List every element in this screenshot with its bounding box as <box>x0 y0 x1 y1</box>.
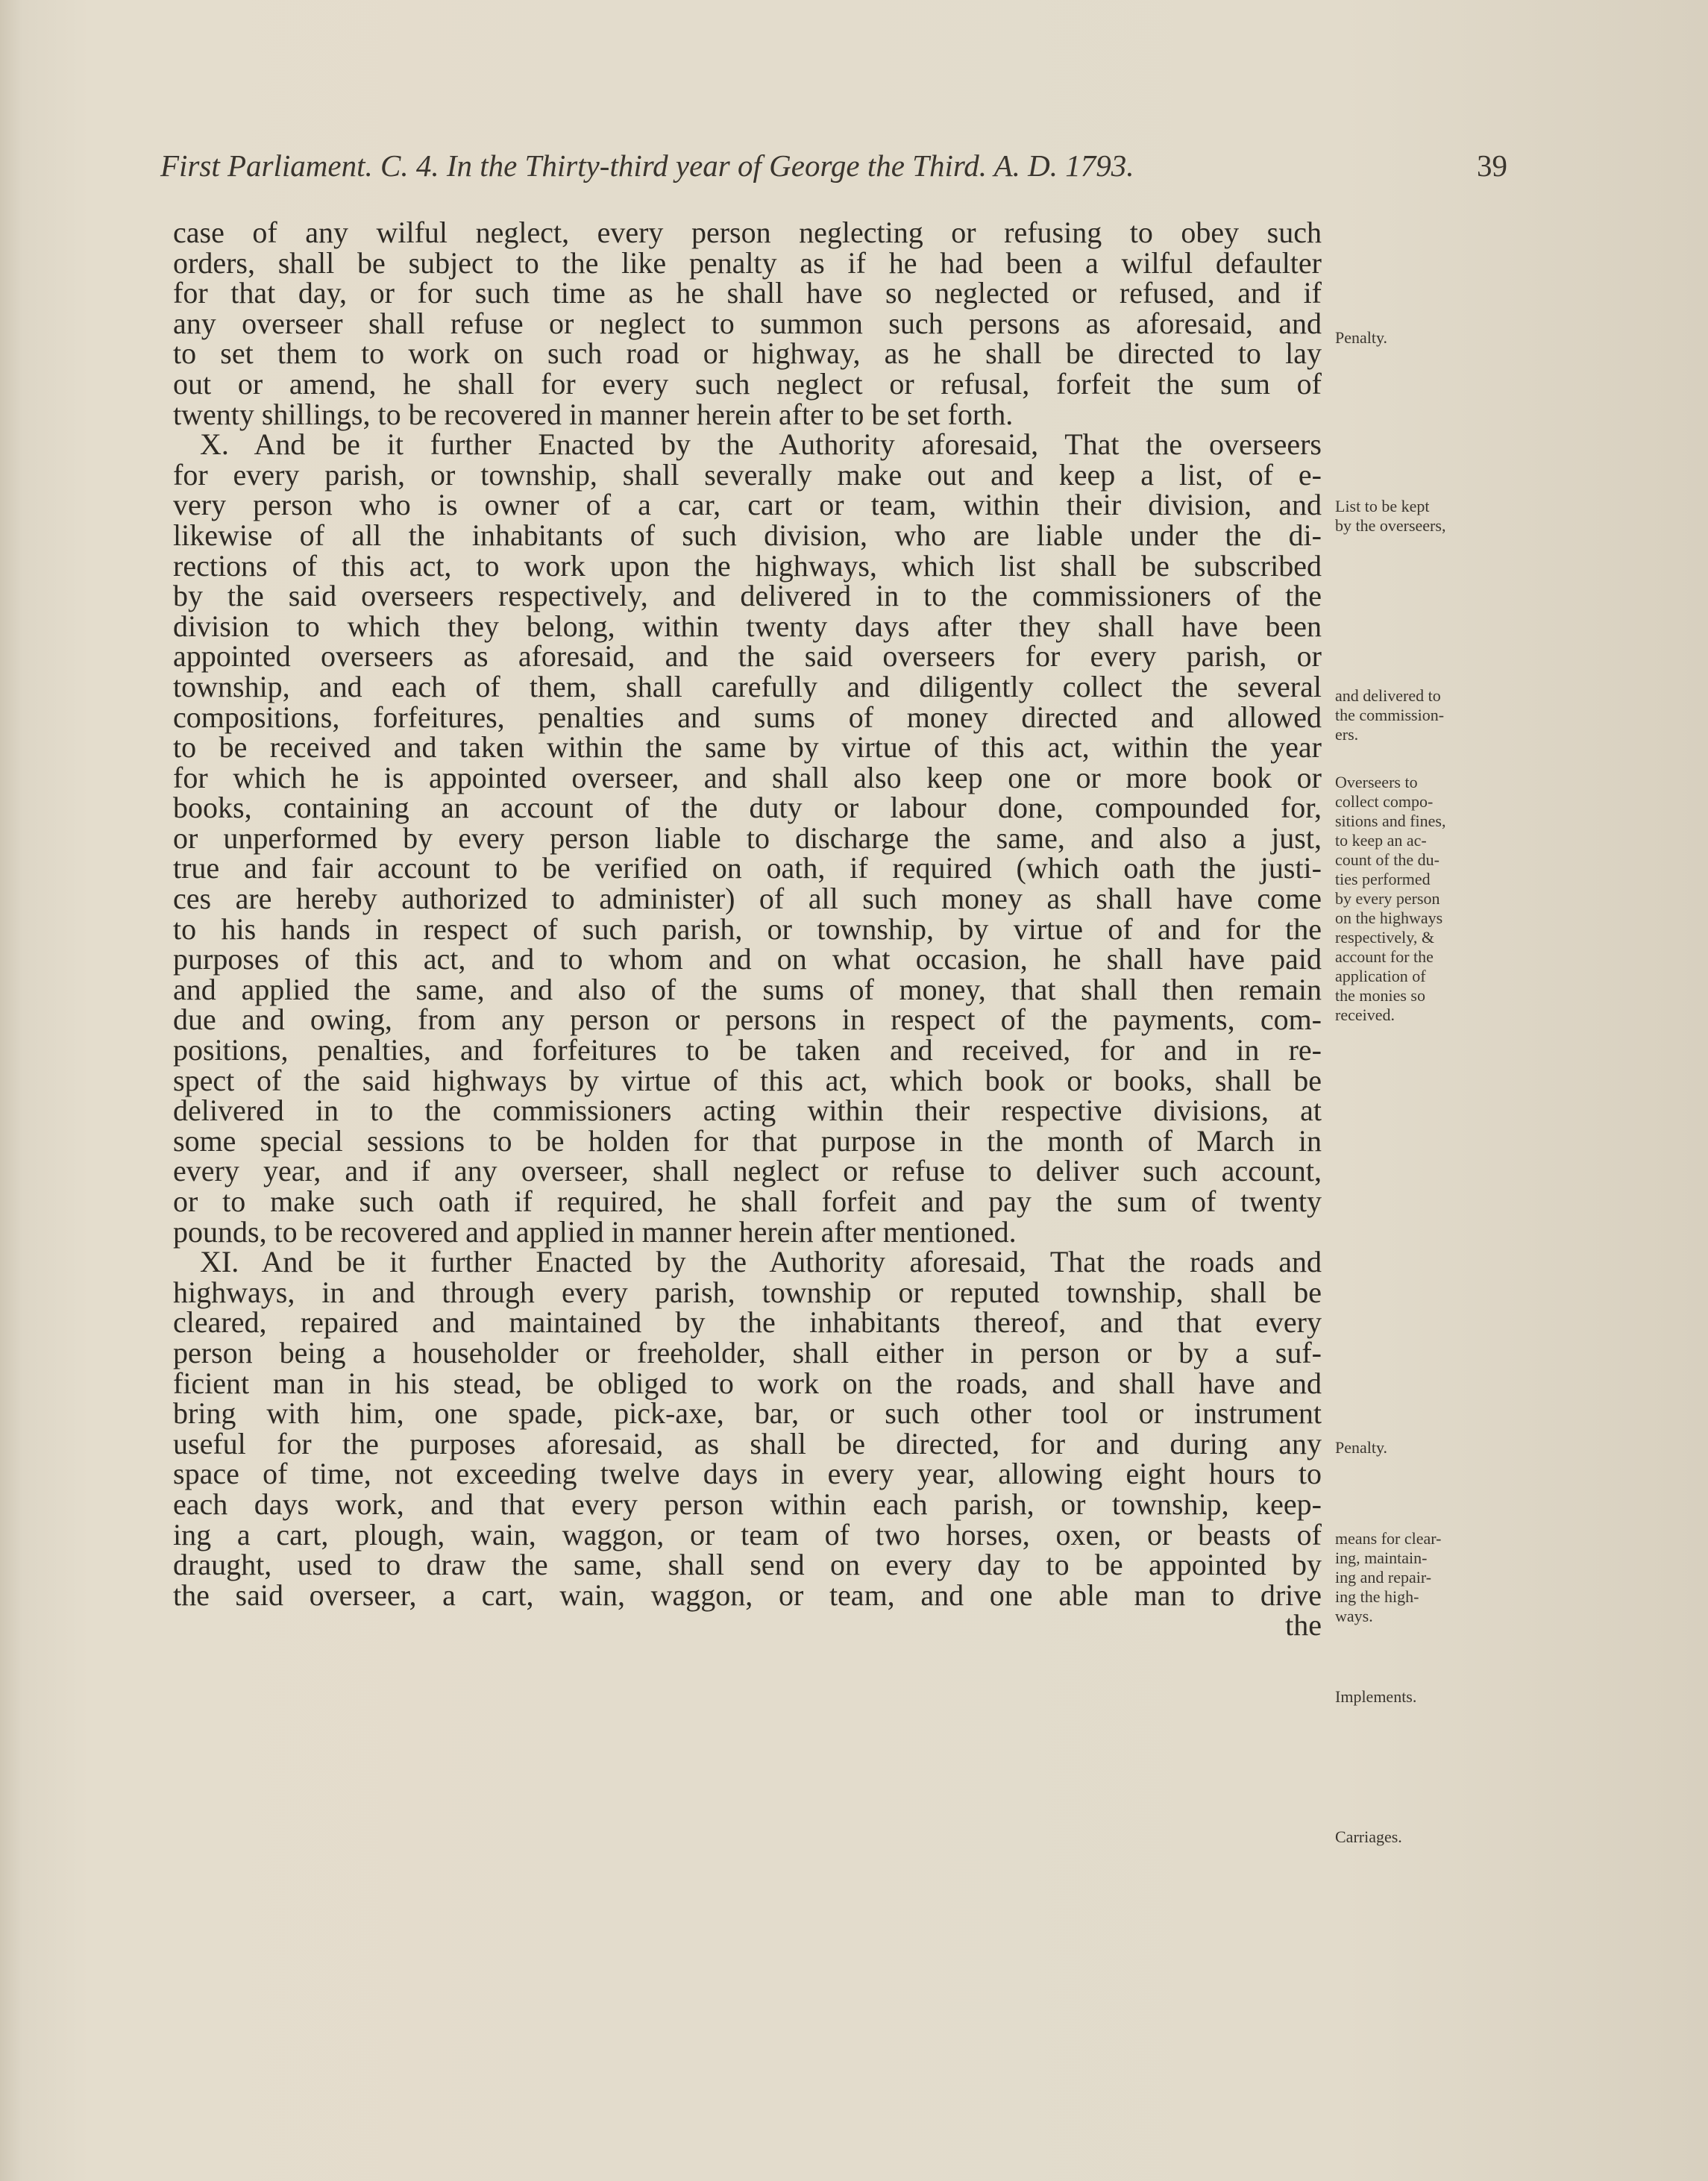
text-line: ficient man in his stead, be obliged to work on the roads, and shall have and <box>173 1366 1322 1400</box>
text-line: draught, used to draw the same, shall send on every day to be appointed by <box>173 1548 1322 1582</box>
text-line: positions, penalties, and forfeitures to be taken and received, for and in re- <box>173 1033 1322 1067</box>
text-line: ces are hereby authorized to administer) of all such money as shall have come <box>173 882 1322 916</box>
margin-note-line: to keep an ac- <box>1335 831 1427 850</box>
text-line: the said overseer, a cart, wain, waggon, or team, and one able man to drive <box>173 1578 1322 1612</box>
margin-note-line: sitions and fines, <box>1335 812 1446 830</box>
text-line: to set them to work on such road or highway, as he shall be directed to lay <box>173 336 1322 371</box>
margin-note-line: means for clear- <box>1335 1529 1442 1548</box>
text-line: to be received and taken within the same by virtue of this act, within the year <box>173 730 1322 765</box>
margin-note-line: by every person <box>1335 889 1440 908</box>
margin-note-line: collect compo- <box>1335 792 1434 811</box>
margin-note-line: account for the <box>1335 947 1434 966</box>
text-line: some special sessions to be holden for that purpose in the month of March in <box>173 1123 1322 1158</box>
margin-note-line: the commission- <box>1335 706 1445 724</box>
text-line: true and fair account to be verified on oath, if required (which oath the justi- <box>173 851 1322 885</box>
margin-note <box>1335 686 1507 744</box>
margin-note-line: Implements. <box>1335 1687 1417 1706</box>
text-line: division to which they belong, within twenty days after they shall have been <box>173 609 1322 643</box>
text-line: each days work, and that every person within each parish, or township, keep- <box>173 1487 1322 1521</box>
margin-note-line: Penalty. <box>1335 328 1388 347</box>
margin-note-line: ing and repair- <box>1335 1568 1432 1587</box>
body-text <box>173 218 1322 1641</box>
page-number: 39 <box>1477 148 1507 183</box>
text-line: for which he is appointed overseer, and shall also keep one or more book or <box>173 760 1322 794</box>
text-line: and applied the same, and also of the sums of money, that shall then remain <box>173 972 1322 1006</box>
text-line: for every parish, or township, shall severally make out and keep a list, of e- <box>173 457 1322 492</box>
margin-note-line: by the overseers, <box>1335 516 1446 535</box>
margin-note <box>1335 1827 1507 1847</box>
margin-note-line: ing, maintain- <box>1335 1548 1428 1567</box>
text-line: rections of this act, to work upon the highways, which list shall be subscribed <box>173 548 1322 583</box>
text-line: pounds, to be recovered and applied in manner herein after mentioned. <box>173 1214 1017 1249</box>
margin-note-line: ties performed <box>1335 870 1431 888</box>
text-line: or to make such oath if required, he shall forfeit and pay the sum of twenty <box>173 1184 1322 1218</box>
text-line: purposes of this act, and to whom and on what occasion, he shall have paid <box>173 942 1322 976</box>
margin-note-line: List to be kept <box>1335 497 1430 515</box>
text-line: the <box>1285 1608 1322 1642</box>
text-line: space of time, not exceeding twelve days in every year, allowing eight hours to <box>173 1457 1322 1491</box>
margin-note-line: respectively, & <box>1335 928 1434 947</box>
text-line: or unperformed by every person liable to discharge the same, and also a just, <box>173 820 1322 855</box>
margin-note-line: ers. <box>1335 725 1359 744</box>
text-line: appointed overseers as aforesaid, and the said overseers for every parish, or <box>173 639 1322 674</box>
margin-note-line: application of <box>1335 967 1426 985</box>
text-line: person being a householder or freeholder, shall either in person or by a suf- <box>173 1335 1322 1369</box>
margin-note <box>1335 1529 1507 1626</box>
margin-note-line: ing the high- <box>1335 1587 1419 1606</box>
text-line: spect of the said highways by virtue of this act, which book or books, shall be <box>173 1063 1322 1097</box>
margin-note-line: ways. <box>1335 1607 1373 1625</box>
margin-note-line: received. <box>1335 1005 1395 1024</box>
text-line: twenty shillings, to be recovered in manner herein after to be set forth. <box>173 397 1014 431</box>
text-line: likewise of all the inhabitants of such division, who are liable under the di- <box>173 518 1322 552</box>
margin-note-line: and delivered to <box>1335 686 1441 705</box>
margin-note <box>1335 1687 1507 1707</box>
margin-note-line: the monies so <box>1335 986 1425 1005</box>
margin-note-line: on the highways <box>1335 909 1443 927</box>
text-line: compositions, forfeitures, penalties and sums of money directed and allowed <box>173 700 1322 734</box>
text-line: due and owing, from any person or persons in respect of the payments, com- <box>173 1002 1322 1037</box>
margin-note-line: Penalty. <box>1335 1438 1388 1457</box>
header-title: First Parliament. C. 4. In the Thirty-third year of George the Third. A. D. 1793. <box>160 148 1134 183</box>
text-line: ing a cart, plough, wain, waggon, or team of two horses, oxen, or beasts of <box>173 1517 1322 1551</box>
text-line: by the said overseers respectively, and delivered in to the commissioners of the <box>173 579 1322 613</box>
text-line: cleared, repaired and maintained by the inhabitants thereof, and that every <box>173 1305 1322 1340</box>
text-line: X. And be it further Enacted by the Authority aforesaid, That the overseers <box>200 427 1322 462</box>
margin-note <box>1335 773 1507 1025</box>
text-line: bring with him, one spade, pick-axe, bar, or such other tool or instrument <box>173 1396 1322 1431</box>
margin-note <box>1335 328 1507 348</box>
text-line: highways, in and through every parish, township or reputed township, shall be <box>173 1275 1322 1309</box>
text-line: for that day, or for such time as he shall have so neglected or refused, and if <box>173 276 1322 310</box>
text-line: XI. And be it further Enacted by the Authority aforesaid, That the roads and <box>200 1245 1322 1279</box>
text-line: every year, and if any overseer, shall neglect or refuse to deliver such account, <box>173 1154 1322 1188</box>
running-header <box>160 143 1525 188</box>
margin-note-line: Carriages. <box>1335 1827 1402 1846</box>
text-line: township, and each of them, shall carefully and diligently collect the several <box>173 669 1322 703</box>
margin-note <box>1335 497 1507 536</box>
text-line: very person who is owner of a car, cart or team, within their division, and <box>173 488 1322 522</box>
text-line: books, containing an account of the duty or labour done, compounded for, <box>173 791 1322 825</box>
text-line: delivered in to the commissioners acting within their respective divisions, at <box>173 1093 1322 1128</box>
margin-note <box>1335 1438 1507 1457</box>
text-line: out or amend, he shall for every such neglect or refusal, forfeit the sum of <box>173 366 1322 401</box>
text-line: useful for the purposes aforesaid, as shall be directed, for and during any <box>173 1426 1322 1460</box>
text-line: orders, shall be subject to the like penalty as if he had been a wilful defaulter <box>173 245 1322 280</box>
margin-note-line: Overseers to <box>1335 773 1418 791</box>
text-line: to his hands in respect of such parish, or township, by virtue of and for the <box>173 911 1322 946</box>
text-line: case of any wilful neglect, every person neglecting or refusing to obey such <box>173 216 1322 249</box>
text-line: any overseer shall refuse or neglect to summon such persons as aforesaid, and <box>173 306 1322 340</box>
margin-note-line: count of the du- <box>1335 850 1439 869</box>
